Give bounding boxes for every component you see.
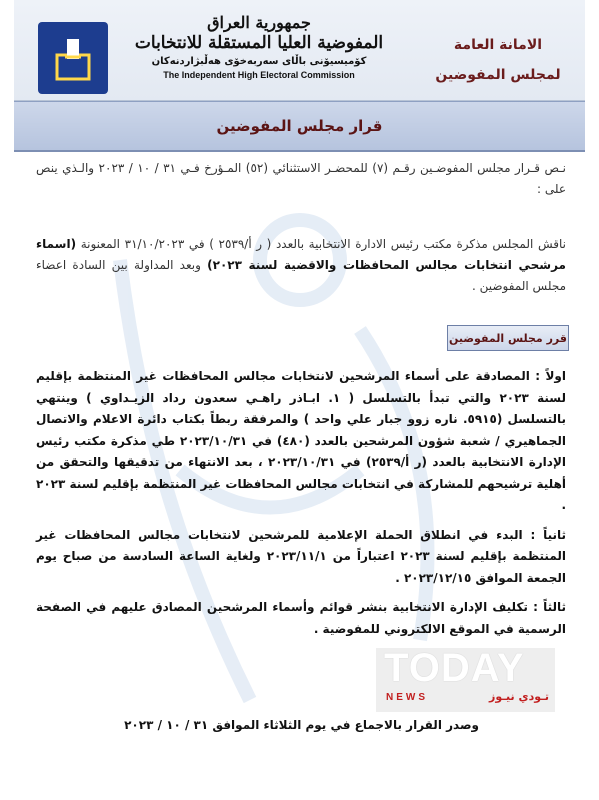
secretariat-line2: لمجلس المفوضين [435, 67, 561, 83]
today-brand-ar: تـودي نيـوز [489, 690, 549, 703]
today-news-label: NEWS [386, 692, 428, 703]
today-news-watermark [376, 648, 555, 712]
decision-items [36, 366, 566, 648]
secretariat-title [433, 30, 563, 90]
commission-name-ku: کۆمیسیۆنی باڵای سەربەخۆی هەڵبژاردنەکان [151, 56, 367, 67]
commission-names [114, 14, 404, 80]
discussion-paragraph [36, 234, 566, 297]
issued-line: وصدر القرار بالاجماع في يوم الثلاثاء الموافق ٣١ / ١٠ / ٢٠٢٣ [124, 718, 479, 732]
commission-name-ar: المفوضية العليا المستقلة للانتخابات [134, 33, 384, 53]
ballot-box-icon [53, 35, 93, 81]
discussion-text-c: وبعد المداولة بين السادة اعضاء مجلس المفوضين . [36, 258, 566, 293]
republic-name: جمهورية العراق [207, 13, 311, 32]
ihec-logo [38, 22, 108, 94]
secretariat-line1: الامانة العامة [453, 37, 543, 53]
document-title: قرار مجلس المفوضين [216, 117, 383, 135]
discussion-subject: (اسماء مرشحي انتخابات مجالس المحافظات والاقضية لسنة ٢٠٢٣) [36, 237, 566, 272]
decision-item-first: اولاً : المصادقة على أسماء المرشحين لانتخابات مجالس المحافظات غير المنتظمة بإقليم لسنة ٢٠٢٣ والتي تبدأ بالتسلسل ( ١. ابـاذر راهـي سعدون رداد الزيـداوي ) وينتهي بالتسلسل (٥٩١٥. ناره زوو جبار علي واحد ) والمرفقة ربطاً بكتاب دائرة الاعلام والاتصال الجماهيري / شعبة شؤون المرشحين بالعدد (٤٨٠) في ٢٠٢٣/١٠/٣١ طي مذكرة مكتب رئيس الإدارة الانتخابية بالعدد (ر أ/٢٥٣٩) في ٢٠٢٣/١٠/٣١ ، بعد الانتهاء من تدقيقها والتحقق من أهلية ترشيحهم للمشاركة في انتخابات مجالس المحافظات غير المنتظمة بإقليم لسنة ٢٠٢٣ . [36, 369, 567, 512]
intro-paragraph: نـص قـرار مجلس المفوضـين رقـم (٧) للمحضـر الاستثنائي (٥٢) المـؤرخ فـي ٣١ / ١٠ / ٢٠٢٣ والـذي ينص على : [36, 161, 567, 196]
commission-name-en: The Independent High Electoral Commission [163, 70, 355, 80]
document-title-bar [14, 101, 585, 152]
decision-item-third: ثالثاً : تكليف الإدارة الانتخابية بنشر قوائم وأسماء المرشحين المصادق عليهم في الصفحة الرسمية في الموقع الالكتروني للمفوضية . [36, 600, 566, 636]
today-brand: TODAY [384, 646, 525, 690]
decision-item-second: ثانياً : البدء في انطلاق الحملة الإعلامية للمرشحين لانتخابات مجالس المحافظات غير المنتظمة بإقليم لسنة ٢٠٢٣ اعتباراً من ٢٠٢٣/١١/١ ولغاية الساعة السادسة من صباح يوم الجمعة الموافق ٢٠٢٣/١٢/١٥ . [36, 527, 566, 585]
letterhead [14, 0, 585, 101]
decision-badge: قرر مجلس المفوضين [447, 325, 569, 351]
discussion-text-a: ناقش المجلس مذكرة مكتب رئيس الادارة الانتخابية بالعدد ( ر أ/٢٥٣٩ ) في ٣١/١٠/٢٠٢٣ المعنونة [80, 237, 566, 251]
